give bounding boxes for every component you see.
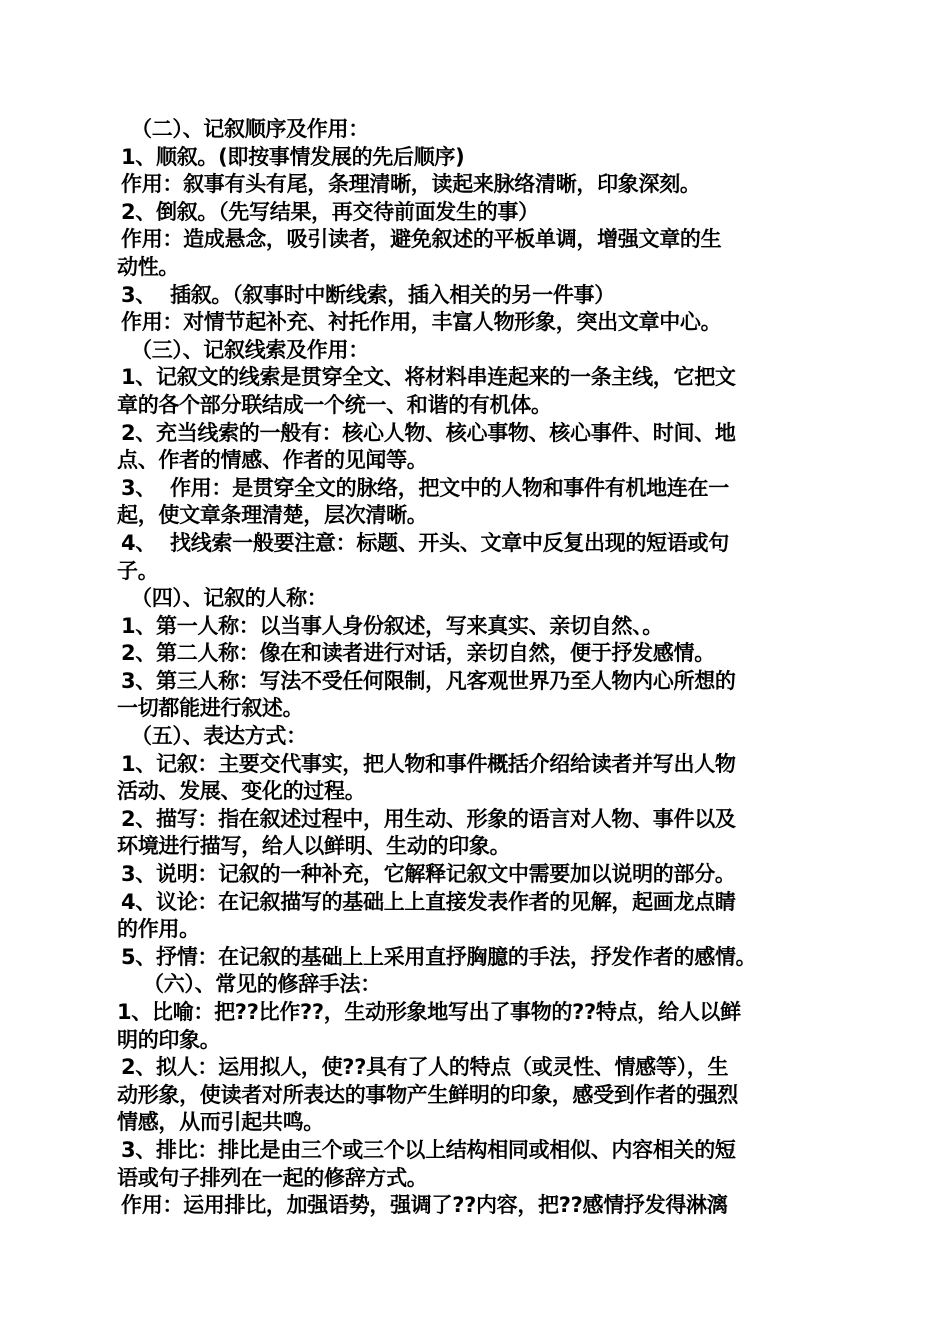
text-line: 1、记叙：主要交代事实，把人物和事件概括介绍给读者并写出人物: [121, 751, 736, 776]
text-line: 环境进行描写，给人以鲜明、生动的印象。: [117, 834, 511, 859]
text-line: 作用：运用排比，加强语势，强调了??内容，把??感情抒发得淋漓: [121, 1193, 728, 1218]
text-line: 的作用。: [117, 917, 200, 942]
text-line: 章的各个部分联结成一个统一、和谐的有机体。: [117, 392, 552, 417]
text-line: 2、倒叙。（先写结果，再交待前面发生的事）: [121, 199, 539, 224]
text-line: 3、第三人称：写法不受任何限制，凡客观世界乃至人物内心所想的: [121, 668, 736, 693]
text-line: 1、比喻：把??比作??，生动形象地写出了事物的??特点，给人以鲜: [117, 1000, 741, 1024]
text-line: 2、充当线索的一般有：核心人物、核心事物、核心事件、时间、地: [121, 420, 736, 445]
text-line: 2、第二人称：像在和读者进行对话，亲切自然，便于抒发感情。: [121, 641, 715, 666]
text-line: 子。: [117, 558, 159, 583]
text-line: （五）、表达方式：: [131, 724, 307, 749]
text-line: 一切都能进行叙述。: [117, 696, 304, 721]
text-line: 4、议论：在记叙描写的基础上上直接发表作者的见解，起画龙点睛: [121, 889, 736, 914]
document-body: [117, 116, 837, 1220]
text-line: 5、抒情：在记叙的基础上上采用直抒胸臆的手法，抒发作者的感情。: [121, 944, 757, 969]
text-line: 作用：造成悬念，吸引读者，避免叙述的平板单调，增强文章的生: [121, 227, 722, 252]
text-line: 情感，从而引起共鸣。: [117, 1110, 324, 1135]
text-line: （三）、记叙线索及作用：: [131, 337, 369, 362]
text-line: （六）、常见的修辞手法：: [143, 972, 381, 997]
text-line: 语或句子排列在一起的修辞方式。: [117, 1165, 428, 1190]
text-line: 4、 找线索一般要注意：标题、开头、文章中反复出现的短语或句: [121, 530, 729, 555]
text-line: 起，使文章条理清楚，层次清晰。: [117, 503, 428, 528]
text-line: 动形象，使读者对所表达的事物产生鲜明的印象，感受到作者的强烈: [117, 1082, 738, 1107]
text-line: 3、说明：记叙的一种补充，它解释记叙文中需要加以说明的部分。: [121, 862, 736, 887]
text-line: 1、记叙文的线索是贯穿全文、将材料串连起来的一条主线，它把文: [121, 365, 736, 390]
text-line: 作用：叙事有头有尾，条理清晰，读起来脉络清晰，印象深刻。: [121, 172, 701, 197]
text-line: 2、拟人：运用拟人，使??具有了人的特点（或灵性、情感等），生: [121, 1055, 729, 1080]
text-line: 明的印象。: [117, 1027, 221, 1052]
text-line: 1、顺叙。(即按事情发展的先后顺序): [121, 144, 465, 169]
text-line: （四）、记叙的人称：: [131, 586, 328, 611]
text-line: 3、排比：排比是由三个或三个以上结构相同或相似、内容相关的短: [121, 1137, 736, 1162]
text-line: 点、作者的情感、作者的见闻等。: [117, 448, 428, 473]
text-line: 2、描写：指在叙述过程中，用生动、形象的语言对人物、事件以及: [121, 806, 736, 831]
text-line: 3、 作用：是贯穿全文的脉络，把文中的人物和事件有机地连在一: [121, 475, 729, 500]
text-line: 动性。: [117, 254, 180, 279]
text-line: 3、 插叙。（叙事时中断线索，插入相关的另一件事）: [121, 282, 615, 307]
text-line: 活动、发展、变化的过程。: [117, 779, 366, 804]
text-line: （二）、记叙顺序及作用：: [131, 117, 369, 141]
text-line: 作用：对情节起补充、衬托作用，丰富人物形象，突出文章中心。: [121, 310, 722, 335]
text-line: 1、第一人称：以当事人身份叙述，写来真实、亲切自然、。: [121, 613, 664, 638]
